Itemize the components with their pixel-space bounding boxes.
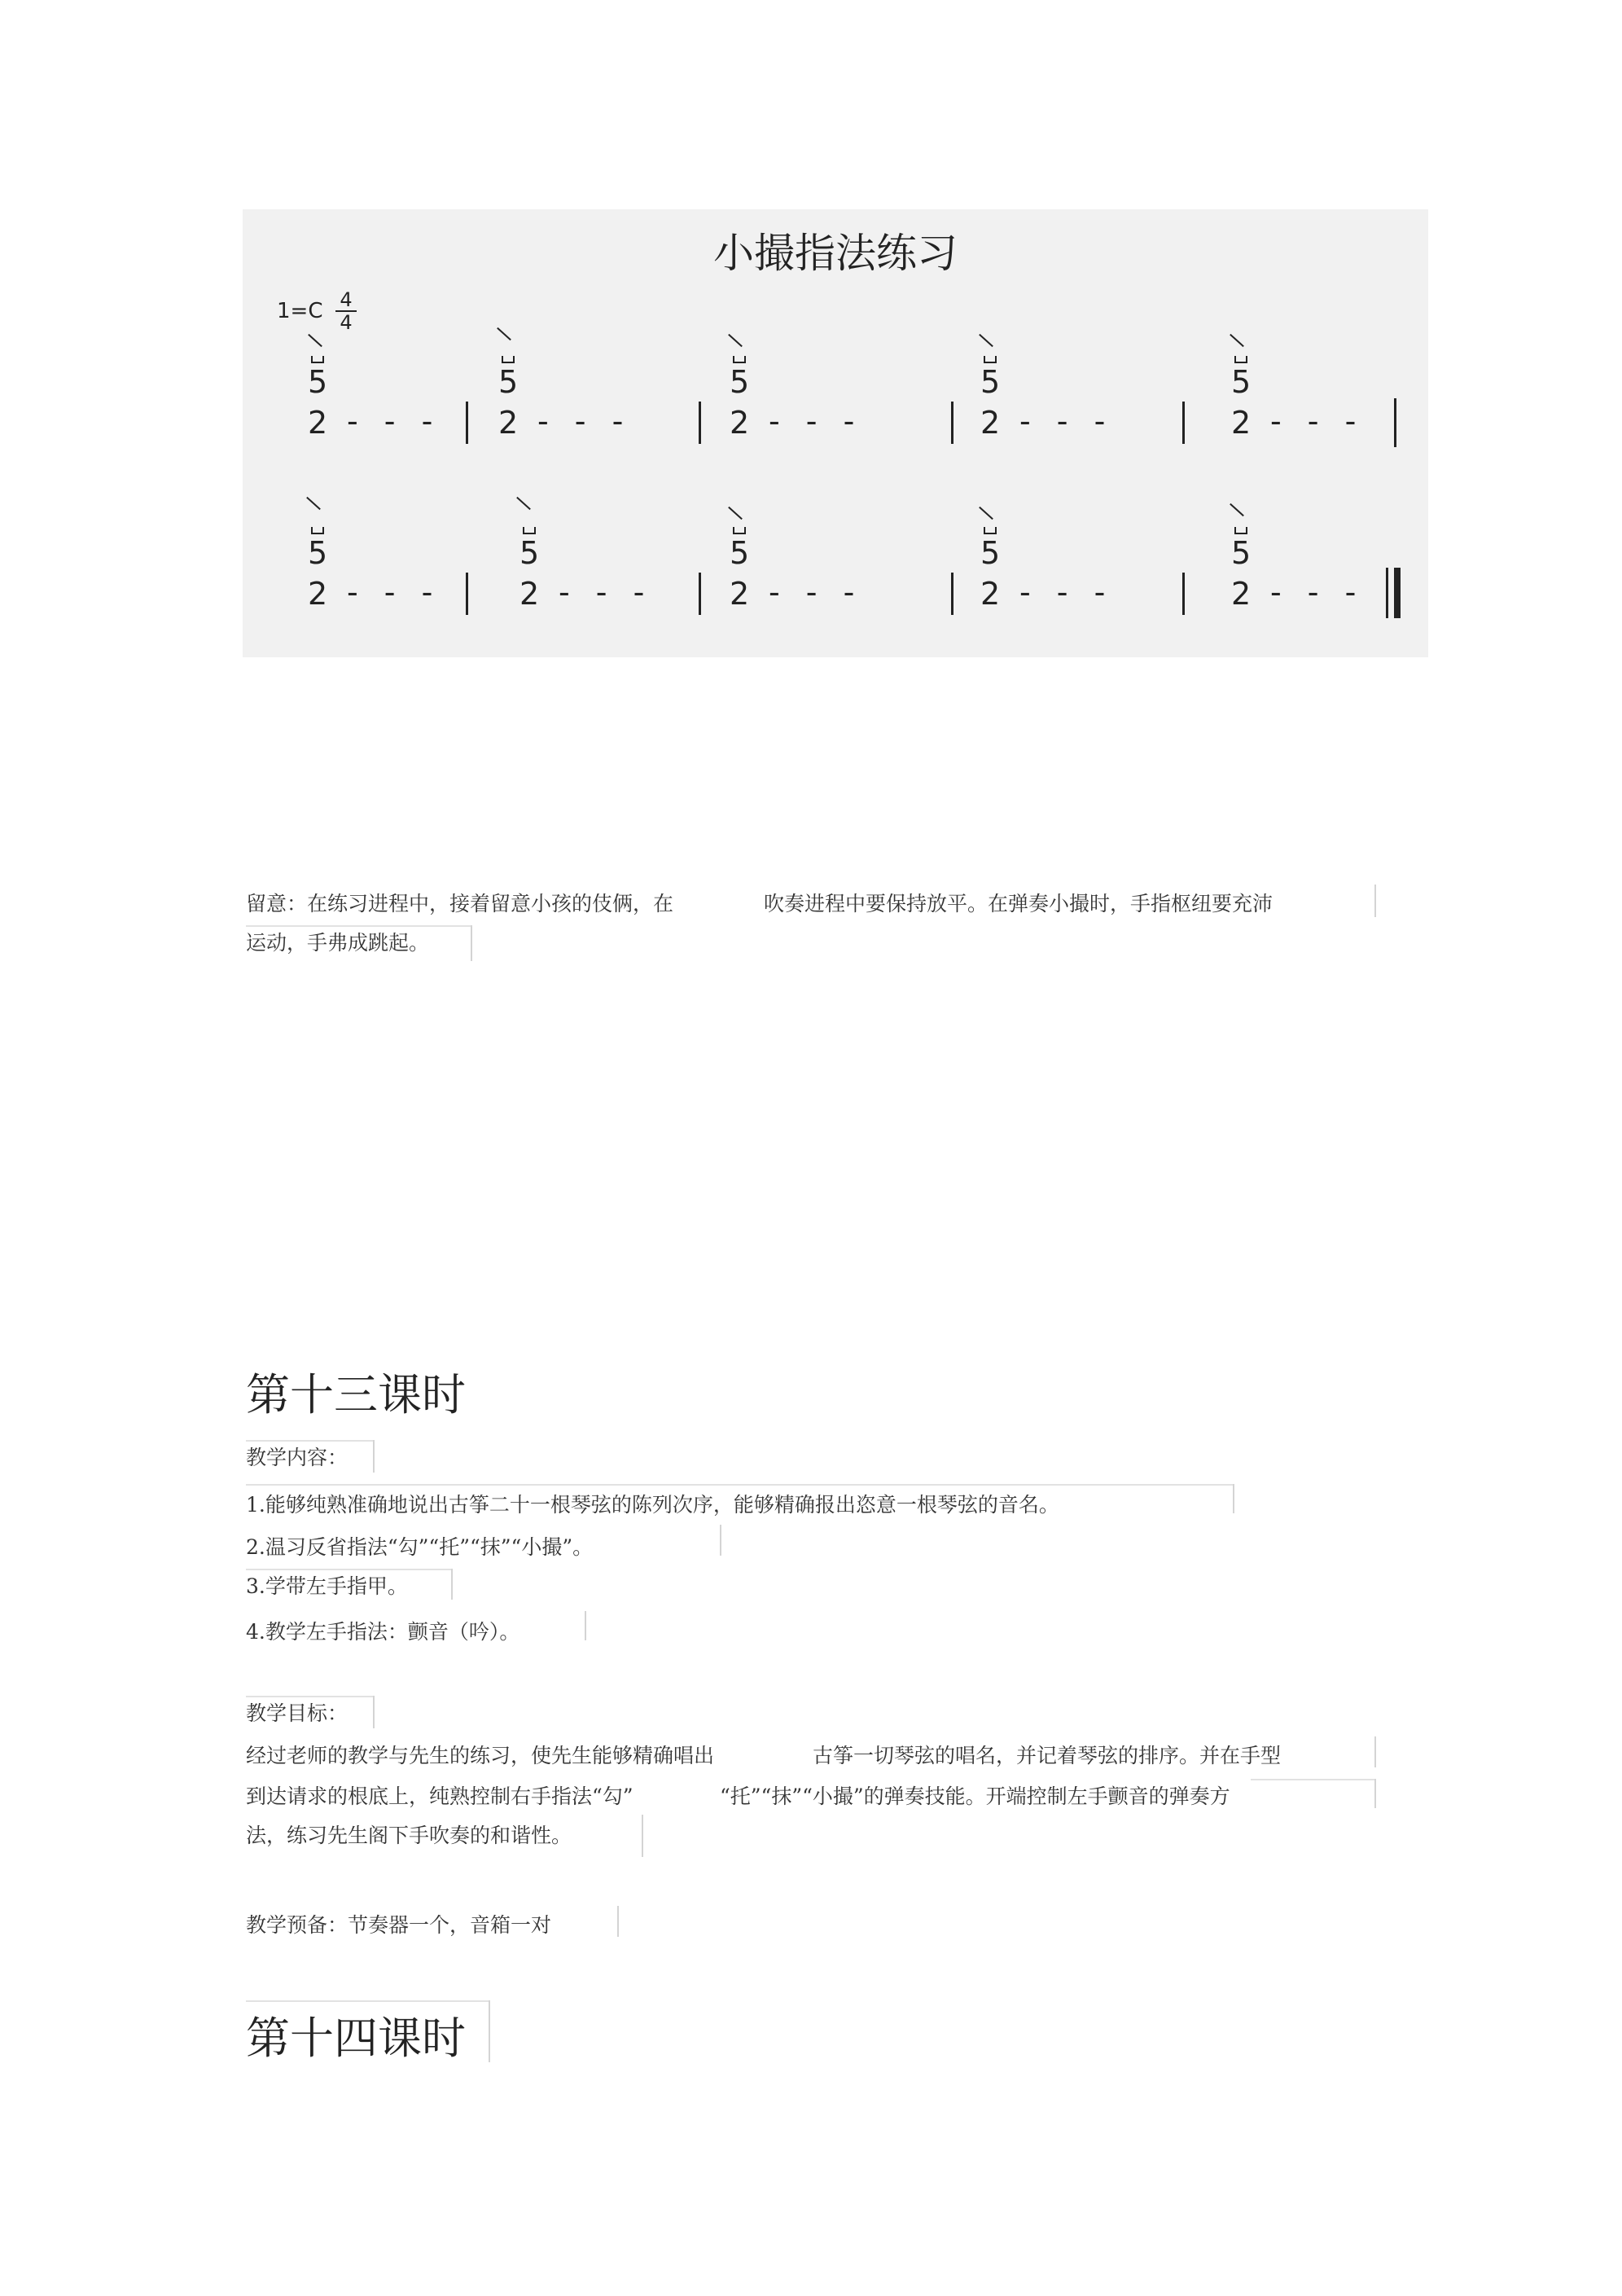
note-lower: 2 <box>730 405 750 441</box>
note-dashes: - - - <box>559 574 653 610</box>
lesson-13-heading: 第十三课时 <box>246 1369 466 1420</box>
note-upper: 5 <box>308 535 328 571</box>
note-upper: 5 <box>519 535 540 571</box>
goal-line-1a: 经过老师的教学与先生的练习，使先生能够精确唱出 <box>246 1744 715 1767</box>
note-dashes: - - - <box>1019 574 1114 610</box>
text-box-edge <box>246 1696 375 1697</box>
text-box-edge <box>617 1906 619 1937</box>
final-barline-thin <box>1386 568 1388 618</box>
note-lower: 2 <box>980 576 1001 612</box>
fingering-mark <box>502 356 515 363</box>
note-lower: 2 <box>519 576 540 612</box>
note-upper: 5 <box>980 364 1001 400</box>
text-box-edge <box>246 1440 375 1442</box>
fingering-mark <box>733 356 746 363</box>
text-box-edge <box>1374 1779 1376 1808</box>
text-box-edge <box>1233 1484 1234 1513</box>
time-signature <box>334 289 358 333</box>
text-box-edge <box>642 1815 643 1857</box>
note-line-1b: 吹奏进程中要保持放平。在弹奏小撮时，手指枢纽要充沛 <box>764 892 1273 915</box>
stroke-mark <box>308 334 322 347</box>
note-lower: 2 <box>308 405 328 441</box>
note-lower: 2 <box>1231 576 1252 612</box>
note-dashes: - - - <box>769 574 863 610</box>
stroke-mark <box>1230 503 1244 516</box>
score-image <box>243 209 1428 657</box>
score-title: 小撮指法练习 <box>713 230 958 277</box>
content-label: 教学内容： <box>246 1446 349 1469</box>
goal-line-1b: 古筝一切琴弦的唱名，并记着琴弦的排序。并在手型 <box>813 1744 1282 1767</box>
note-dashes: - - - <box>537 403 632 439</box>
content-item-4: 4.教学左手指法：颤音（吟）。 <box>246 1620 520 1644</box>
fingering-mark <box>523 527 536 534</box>
note-upper: 5 <box>498 364 519 400</box>
barline <box>951 573 953 615</box>
goal-line-3: 法，练习先生阁下手吹奏的和谐性。 <box>246 1824 572 1847</box>
note-dashes: - - - <box>347 403 441 439</box>
fingering-mark <box>311 356 324 363</box>
note-dashes: - - - <box>1270 574 1365 610</box>
text-box-edge <box>451 1569 453 1600</box>
barline <box>699 402 701 444</box>
time-signature-bottom: 4 <box>340 311 353 334</box>
note-upper: 5 <box>1231 535 1252 571</box>
stroke-mark <box>728 334 743 347</box>
goal-label: 教学目标： <box>246 1701 349 1725</box>
content-item-2: 2.温习反省指法“勾”“托”“抹”“小撮”。 <box>246 1535 594 1559</box>
stroke-mark <box>516 497 531 510</box>
stroke-mark <box>728 507 743 520</box>
note-dashes: - - - <box>1019 403 1114 439</box>
prep-line: 教学预备：节奏器一个，音箱一对 <box>246 1913 552 1937</box>
note-line-2: 运动，手弗成跳起。 <box>246 931 430 955</box>
note-upper: 5 <box>980 535 1001 571</box>
lesson-14-heading: 第十四课时 <box>246 2013 466 2064</box>
stroke-mark <box>497 327 511 340</box>
text-box-edge <box>246 1569 453 1570</box>
note-lower: 2 <box>730 576 750 612</box>
content-item-3: 3.学带左手指甲。 <box>246 1574 408 1598</box>
text-box-edge <box>373 1440 375 1473</box>
stroke-mark <box>1230 334 1244 347</box>
barline <box>699 573 701 615</box>
text-box-edge <box>1374 885 1376 917</box>
note-lower: 2 <box>308 576 328 612</box>
note-lower: 2 <box>1231 405 1252 441</box>
text-box-edge <box>246 2000 490 2002</box>
stroke-mark <box>979 507 993 520</box>
text-box-edge <box>471 925 472 961</box>
barline <box>466 402 468 444</box>
text-box-edge <box>1374 1736 1376 1767</box>
stroke-mark <box>306 497 321 510</box>
barline <box>466 573 468 615</box>
goal-line-2b: “托”“抹”“小撮”的弹奏技能。开端控制左手颤音的弹奏方 <box>720 1785 1230 1808</box>
note-lower: 2 <box>980 405 1001 441</box>
note-upper: 5 <box>308 364 328 400</box>
note-dashes: - - - <box>769 403 863 439</box>
note-upper: 5 <box>1231 364 1252 400</box>
text-box-edge <box>489 2000 490 2062</box>
fingering-mark <box>1234 527 1247 534</box>
text-box-edge <box>246 1484 1234 1486</box>
stroke-mark <box>979 334 993 347</box>
text-box-edge <box>1251 1779 1376 1780</box>
fingering-mark <box>984 356 997 363</box>
key-signature: 1=C <box>277 299 323 323</box>
text-box-edge <box>585 1611 586 1640</box>
barline <box>1182 402 1185 444</box>
fingering-mark <box>984 527 997 534</box>
text-box-edge <box>246 925 472 927</box>
text-box-edge <box>373 1696 375 1728</box>
goal-line-2a: 到达请求的根底上，纯熟控制右手指法“勾” <box>246 1785 633 1808</box>
time-signature-top: 4 <box>340 288 353 311</box>
content-item-1: 1.能够纯熟准确地说出古筝二十一根琴弦的陈列次序，能够精确报出恣意一根琴弦的音名。 <box>246 1493 1059 1517</box>
text-box-edge <box>720 1525 721 1556</box>
note-dashes: - - - <box>1270 403 1365 439</box>
barline <box>1182 573 1185 615</box>
note-dashes: - - - <box>347 574 441 610</box>
note-upper: 5 <box>730 535 750 571</box>
note-line-1a: 留意：在练习进程中，接着留意小孩的伎俩，在 <box>246 892 674 915</box>
final-barline-thick <box>1394 568 1401 618</box>
note-upper: 5 <box>730 364 750 400</box>
fingering-mark <box>1234 356 1247 363</box>
barline <box>951 402 953 444</box>
fingering-mark <box>733 527 746 534</box>
barline <box>1394 398 1396 447</box>
fingering-mark <box>311 527 324 534</box>
note-lower: 2 <box>498 405 519 441</box>
